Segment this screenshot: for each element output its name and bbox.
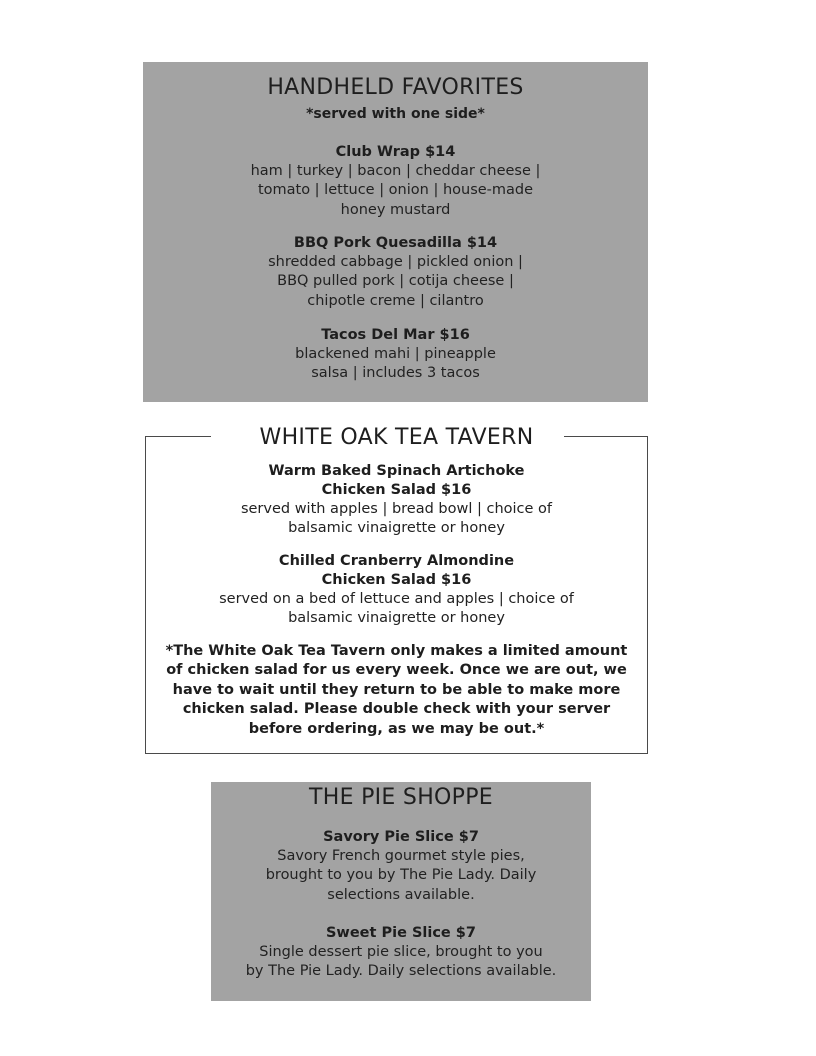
menu-item-desc: selections available.: [327, 886, 475, 903]
menu-item-name: Chicken Salad $16: [321, 572, 472, 588]
section-title: THE PIE SHOPPE: [309, 785, 493, 810]
section-note: *served with one side*: [306, 106, 485, 122]
menu-item-club-wrap: [143, 143, 648, 220]
menu-item-desc: by The Pie Lady. Daily selections available.: [245, 963, 557, 980]
pie-shoppe-section: [211, 782, 591, 1001]
menu-item-name: Warm Baked Spinach Artichoke: [268, 463, 525, 479]
disclaimer-line: of chicken salad for us every week. Once we are out, we: [166, 662, 627, 679]
menu-item-savory-pie: [211, 828, 591, 905]
disclaimer-line: *The White Oak Tea Tavern only makes a limited amount: [165, 643, 628, 659]
menu-item-name: Savory Pie Slice $7: [323, 829, 479, 845]
menu-item-name: Tacos Del Mar $16: [321, 327, 470, 343]
menu-item-desc: brought to you by The Pie Lady. Daily: [265, 867, 537, 884]
menu-item-name: Sweet Pie Slice $7: [325, 925, 476, 941]
menu-item-desc: Savory French gourmet style pies,: [277, 848, 525, 864]
menu-item-name: Club Wrap $14: [335, 144, 456, 160]
menu-item-desc: blackened mahi | pineapple: [295, 346, 496, 362]
menu-item-spinach-chicken-salad: [145, 462, 648, 539]
menu-item-desc: balsamic vinaigrette or honey: [288, 520, 505, 537]
tavern-disclaimer: [145, 642, 648, 739]
menu-item-name: Chicken Salad $16: [321, 482, 472, 498]
section-title: HANDHELD FAVORITES: [267, 75, 524, 100]
disclaimer-line: have to wait until they return to be able to make more: [172, 681, 621, 698]
menu-item-desc: balsamic vinaigrette or honey: [288, 610, 505, 627]
menu-item-desc: served with apples | bread bowl | choice of: [240, 501, 553, 517]
menu-item-desc: Single dessert pie slice, brought to you: [259, 944, 543, 960]
menu-item-desc: served on a bed of lettuce and apples | choice of: [219, 591, 574, 607]
menu-item-desc: shredded cabbage | pickled onion |: [268, 254, 523, 270]
menu-item-desc: BBQ pulled pork | cotija cheese |: [277, 273, 514, 290]
menu-item-cranberry-chicken-salad: [145, 552, 648, 629]
menu-item-desc: chipotle creme | cilantro: [307, 292, 484, 309]
menu-item-name: BBQ Pork Quesadilla $14: [293, 235, 498, 251]
disclaimer-line: chicken salad. Please double check with your server: [182, 701, 611, 718]
menu-item-desc: salsa | includes 3 tacos: [311, 365, 480, 382]
disclaimer-line: before ordering, as we may be out.*: [248, 720, 545, 737]
handheld-favorites-section: [143, 62, 648, 402]
menu-item-desc: tomato | lettuce | onion | house-made: [257, 182, 534, 199]
menu-item-desc: honey mustard: [340, 201, 451, 218]
menu-item-desc: ham | turkey | bacon | cheddar cheese |: [250, 163, 541, 179]
menu-item-bbq-quesadilla: [143, 234, 648, 311]
menu-item-name: Chilled Cranberry Almondine: [278, 553, 515, 569]
section-title: WHITE OAK TEA TAVERN: [259, 425, 534, 450]
menu-item-tacos-del-mar: [143, 326, 648, 384]
menu-item-sweet-pie: [181, 924, 621, 982]
